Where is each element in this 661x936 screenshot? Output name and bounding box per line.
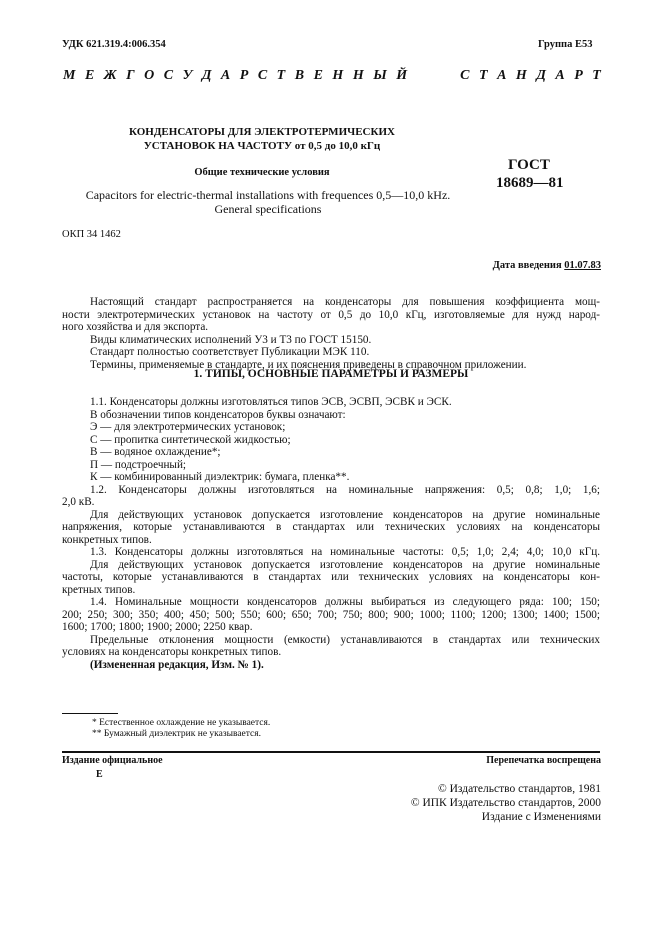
- header-letter: Н: [332, 68, 344, 83]
- footer-rule: [62, 751, 600, 753]
- official-edition: Издание официальное: [62, 755, 163, 766]
- header-letter: С: [257, 68, 268, 83]
- copyright-2: © ИПК Издательство стандартов, 2000: [410, 797, 601, 809]
- body-line: В обозначении типов конденсаторов буквы означают:: [90, 409, 346, 421]
- header-letter: Е: [313, 68, 323, 83]
- body-line: Для действующих установок допускается изготовление конденсаторов на другие номинальные: [90, 559, 600, 571]
- body-line: Э — для электротермических установок;: [90, 421, 286, 433]
- intro-line: ности электротермических установок на частоту от 0,5 до 10,0 кГц, изготовляемые для нужд народ-: [62, 309, 600, 321]
- header-letter: О: [144, 68, 155, 83]
- body-line: К — комбинированный диэлектрик: бумага, пленка**.: [90, 471, 350, 483]
- intro-line: Стандарт полностью соответствует Публикации МЭК 110.: [90, 346, 370, 358]
- header-letter: А: [555, 68, 565, 83]
- header-letter: Р: [574, 68, 583, 83]
- header-letter: Н: [352, 68, 364, 83]
- header-letter: Ы: [373, 68, 387, 83]
- edition-changes: Издание с Изменениями: [481, 811, 601, 823]
- body-line: условиях на конденсаторы конкретных типов.: [62, 646, 282, 658]
- header-gap: [417, 68, 451, 84]
- header-letter: Т: [276, 68, 286, 83]
- intro-line: Виды климатических исполнений У3 и Т3 по ГОСТ 15150.: [90, 334, 372, 346]
- copyright-1: © Издательство стандартов, 1981: [437, 783, 601, 795]
- intro-line: ного хозяйства и для экспорта.: [62, 321, 209, 333]
- title-line-1: КОНДЕНСАТОРЫ ДЛЯ ЭЛЕКТРОТЕРМИЧЕСКИХ: [129, 126, 395, 138]
- english-title-line-1: Capacitors for electric-thermal installations with frequences 0,5—10,0 kHz.: [85, 188, 451, 202]
- body-line: П — подстроечный;: [90, 459, 187, 471]
- header-letter: Е: [84, 68, 95, 83]
- okp-code: ОКП 34 1462: [62, 229, 121, 240]
- standard-header: [63, 68, 601, 84]
- body-line: 1.1. Конденсаторы должны изготовляться типов ЭСВ, ЭСВП, ЭСВК и ЭСК.: [90, 396, 452, 408]
- header-letter: С: [163, 68, 174, 83]
- header-letter: Т: [592, 68, 601, 83]
- body-line: кретных типов.: [62, 584, 136, 596]
- header-letter: Г: [126, 68, 135, 83]
- body-line: С — пропитка синтетической жидкостью;: [90, 434, 291, 446]
- header-letter: Н: [515, 68, 527, 83]
- date-label: Дата введения: [492, 260, 562, 271]
- udk-code: УДК 621.319.4:006.354: [62, 39, 166, 50]
- body-line: Предельные отклонения мощности (емкости) устанавливаются в стандартах или технических: [90, 634, 600, 646]
- date-value: 01.07.83: [564, 260, 601, 271]
- gost-label: ГОСТ: [508, 157, 550, 173]
- title-line-2: УСТАНОВОК НА ЧАСТОТУ от 0,5 до 10,0 кГц: [143, 140, 381, 152]
- introduction-date: [493, 260, 601, 271]
- footnote-1: * Естественное охлаждение не указывается.: [92, 718, 271, 728]
- body-line: 1600; 1700; 1800; 1900; 2000; 2250 квар.: [62, 621, 253, 633]
- english-title-line-2: General specifications: [214, 202, 322, 216]
- body-line: Для действующих установок допускается изготовление конденсаторов на другие номинальные: [90, 509, 600, 521]
- intro-line: Термины, применяемые в стандарте, и их пояснения приведены в справочном приложении.: [90, 359, 527, 371]
- edition-letter: Е: [96, 769, 103, 780]
- intro-line: Настоящий стандарт распространяется на конденсаторы для повышения коэффициента мощ-: [90, 296, 600, 308]
- body-line: 2,0 кВ.: [62, 496, 95, 508]
- header-letter: Ж: [103, 68, 117, 83]
- header-letter: Р: [239, 68, 249, 83]
- header-letter: А: [497, 68, 507, 83]
- amendment-note: (Измененная редакция, Изм. № 1).: [90, 659, 264, 671]
- body-line: 1.2. Конденсаторы должны изготовляться на номинальные напряжения: 0,5; 0,8; 1,0; 1,6;: [90, 484, 600, 496]
- header-letter: Д: [201, 68, 212, 83]
- header-letter: Д: [536, 68, 546, 83]
- subtitle: Общие технические условия: [194, 167, 330, 178]
- header-letter: У: [182, 68, 193, 83]
- body-line: частоты, которые устанавливаются в стандартах или технических условиях на конденсаторы кон-: [62, 571, 600, 583]
- body-line: 1.3. Конденсаторы должны изготовляться на номинальные частоты: 0,5; 1,0; 2,4; 4,0; 10,0 кГц.: [90, 546, 600, 558]
- header-letter: А: [220, 68, 231, 83]
- body-line: 1.4. Номинальные мощности конденсаторов должны выбираться из следующего ряда: 100; 150;: [90, 596, 600, 608]
- footnote-2: ** Бумажный диэлектрик не указывается.: [92, 729, 262, 739]
- group-code: Группа Е53: [538, 39, 593, 50]
- body-line: В — водяное охлаждение*;: [90, 446, 221, 458]
- body-line: конкретных типов.: [62, 534, 152, 546]
- header-letter: М: [63, 68, 76, 83]
- header-letter: Й: [396, 68, 408, 83]
- gost-number: 18689—81: [496, 175, 564, 191]
- footnote-rule: [62, 713, 118, 714]
- header-letter: В: [294, 68, 305, 83]
- header-letter: С: [460, 68, 470, 83]
- section-title: 1. ТИПЫ, ОСНОВНЫЕ ПАРАМЕТРЫ И РАЗМЕРЫ: [193, 368, 469, 380]
- header-letter: Т: [479, 68, 488, 83]
- reprint-notice: Перепечатка воспрещена: [486, 755, 601, 766]
- body-line: 200; 250; 300; 350; 400; 450; 500; 550; 600; 650; 700; 750; 800; 900; 1000; 1100; 1200; 1300; 1400; 1500;: [62, 609, 600, 621]
- body-line: напряжения, которые устанавливаются в стандартах или технических условиях на конденсаторы: [62, 521, 600, 533]
